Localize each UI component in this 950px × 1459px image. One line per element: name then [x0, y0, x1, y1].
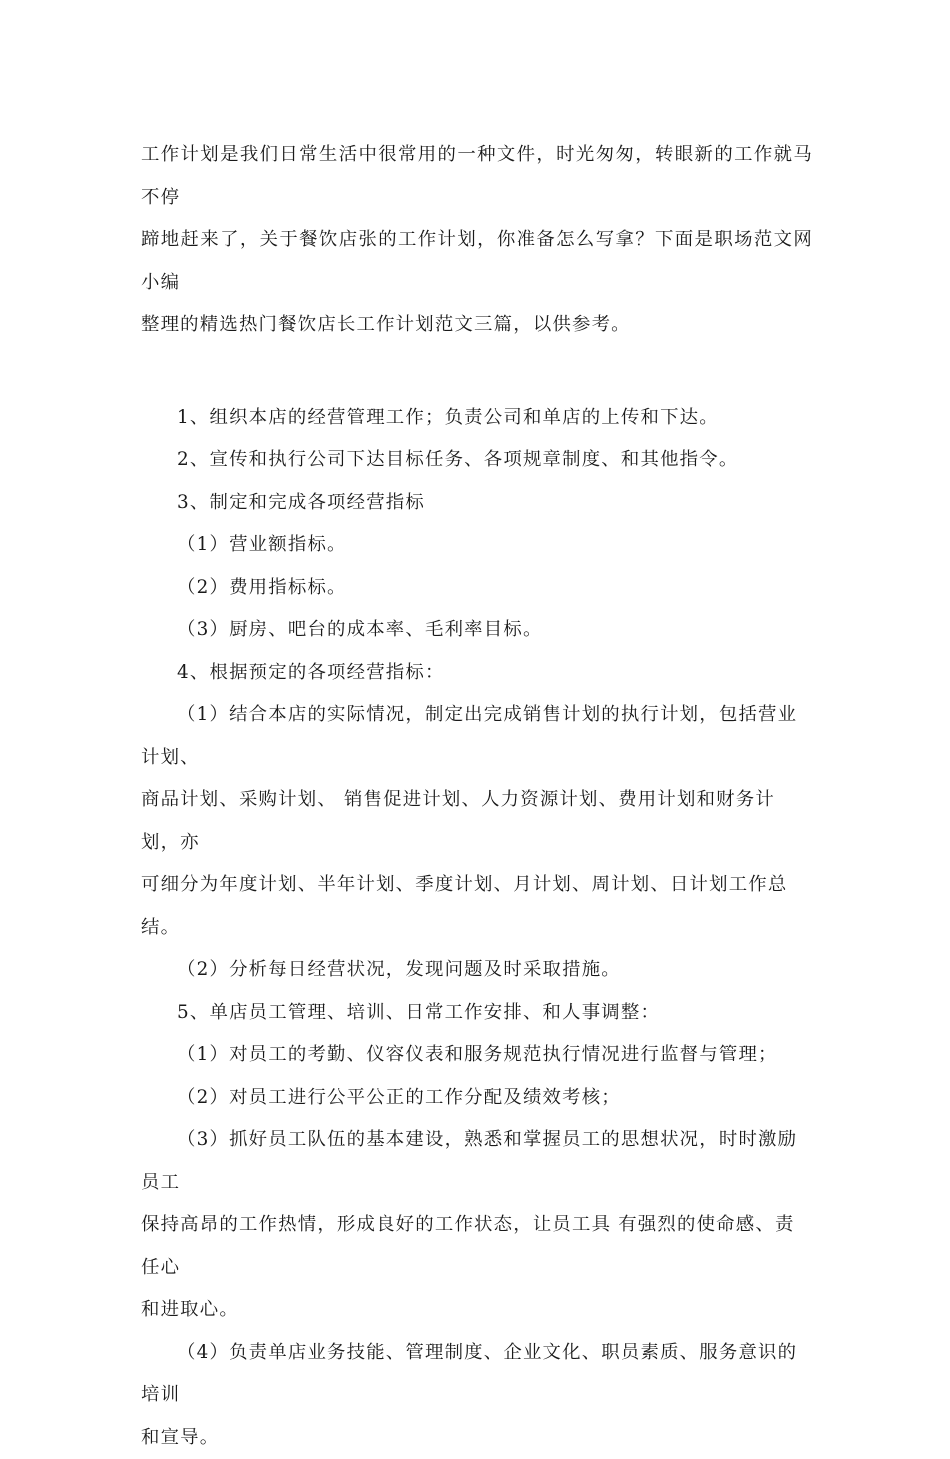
intro-line: 工作计划是我们日常生活中很常用的一种文件，时光匆匆，转眼新的工作就马不停: [141, 134, 813, 219]
document-body: [141, 134, 813, 1459]
item-5-staff: [141, 992, 813, 1035]
paragraph-line: （1）结合本店的实际情况，制定出完成销售计划的执行计划，包括营业计划、: [141, 694, 813, 779]
paragraph-line: （1）对员工的考勤、仪容仪表和服务规范执行情况进行监督与管理；: [141, 1034, 813, 1077]
paragraph-line: 可细分为年度计划、半年计划、季度计划、月计划、周计划、日计划工作总结。: [141, 864, 813, 949]
paragraph-line: 商品计划、采购计划、 销售促进计划、人力资源计划、费用计划和财务计划，亦: [141, 779, 813, 864]
paragraph-line: 4、根据预定的各项经营指标：: [141, 652, 813, 695]
paragraph-line: （3）抓好员工队伍的基本建设，熟悉和掌握员工的思想状况，时时激励员工: [141, 1119, 813, 1204]
paragraph-line: （2）费用指标标。: [141, 567, 813, 610]
item-2-promote: [141, 439, 813, 482]
item-5-sub-1: [141, 1034, 813, 1077]
intro-paragraph: [141, 134, 813, 347]
item-3-targets: [141, 482, 813, 525]
item-3-sub-1: [141, 524, 813, 567]
item-4-sub-1: [141, 694, 813, 949]
item-4-sub-2: [141, 949, 813, 992]
paragraph-line: 1、组织本店的经营管理工作；负责公司和单店的上传和下达。: [141, 397, 813, 440]
paragraph-line: 2、宣传和执行公司下达目标任务、各项规章制度、和其他指令。: [141, 439, 813, 482]
item-5-sub-4: [141, 1332, 813, 1459]
paragraph-line: 保持高昂的工作热情，形成良好的工作状态，让员工具 有强烈的使命感、责任心: [141, 1204, 813, 1289]
item-4-plans: [141, 652, 813, 695]
item-3-sub-2: [141, 567, 813, 610]
paragraph-line: 3、制定和完成各项经营指标: [141, 482, 813, 525]
item-5-sub-2: [141, 1077, 813, 1120]
paragraph-line: （1）营业额指标。: [141, 524, 813, 567]
paragraph-line: （4）负责单店业务技能、管理制度、企业文化、职员素质、服务意识的培训: [141, 1332, 813, 1417]
paragraph-line: （2）分析每日经营状况，发现问题及时采取措施。: [141, 949, 813, 992]
paragraph-line: 5、单店员工管理、培训、日常工作安排、和人事调整：: [141, 992, 813, 1035]
item-3-sub-3: [141, 609, 813, 652]
intro-line: 蹄地赶来了，关于餐饮店张的工作计划，你准备怎么写拿？下面是职场范文网小编: [141, 219, 813, 304]
paragraph-line: 和进取心。: [141, 1289, 813, 1332]
item-1-organize: [141, 397, 813, 440]
item-5-sub-3: [141, 1119, 813, 1332]
intro-line: 整理的精选热门餐饮店长工作计划范文三篇，以供参考。: [141, 304, 813, 347]
paragraph-line: （3）厨房、吧台的成本率、毛利率目标。: [141, 609, 813, 652]
paragraph-line: 和宣导。: [141, 1417, 813, 1459]
paragraph-line: （2）对员工进行公平公正的工作分配及绩效考核；: [141, 1077, 813, 1120]
plan-items: [141, 397, 813, 1459]
